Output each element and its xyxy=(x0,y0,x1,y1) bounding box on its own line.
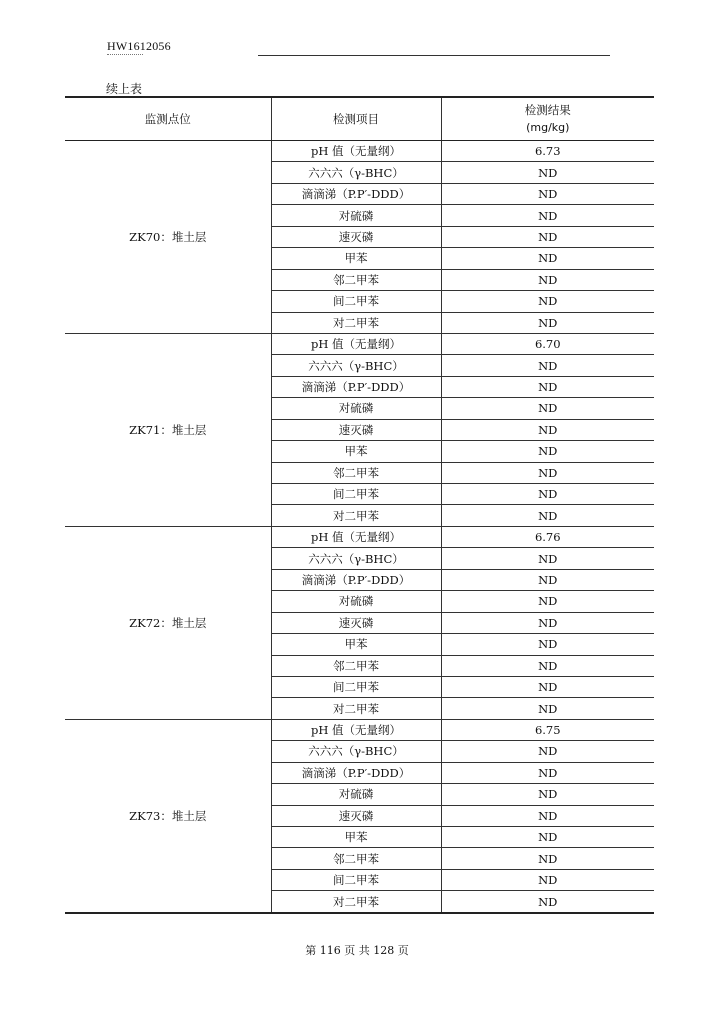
column-header-result-title: 检测结果 xyxy=(524,103,571,117)
result-cell: ND xyxy=(441,612,654,633)
test-item-cell: 速灭磷 xyxy=(271,612,441,633)
test-item-cell: 间二甲苯 xyxy=(271,484,441,505)
test-item-cell: 甲苯 xyxy=(271,634,441,655)
test-item-cell: 滴滴涕（P.P′-DDD） xyxy=(271,569,441,590)
test-item-cell: pH 值（无量纲） xyxy=(271,526,441,547)
document-code: HW1612056 xyxy=(107,39,171,53)
test-item-cell: 速灭磷 xyxy=(271,805,441,826)
result-cell: ND xyxy=(441,312,654,333)
result-cell: ND xyxy=(441,869,654,890)
test-item-cell: 速灭磷 xyxy=(271,226,441,247)
result-cell: ND xyxy=(441,291,654,312)
column-header-site: 监测点位 xyxy=(65,97,271,141)
table-row xyxy=(65,526,654,547)
result-cell: ND xyxy=(441,848,654,869)
result-cell: ND xyxy=(441,226,654,247)
result-cell: ND xyxy=(441,698,654,719)
test-item-cell: 甲苯 xyxy=(271,248,441,269)
test-item-cell: 邻二甲苯 xyxy=(271,269,441,290)
table-body xyxy=(65,141,654,913)
result-cell: ND xyxy=(441,805,654,826)
test-item-cell: 对硫磷 xyxy=(271,398,441,419)
result-cell: ND xyxy=(441,827,654,848)
test-item-cell: 甲苯 xyxy=(271,827,441,848)
site-cell: ZK71：堆土层 xyxy=(65,333,271,526)
result-cell: ND xyxy=(441,655,654,676)
result-cell: ND xyxy=(441,505,654,526)
site-cell: ZK70：堆土层 xyxy=(65,141,271,334)
column-header-item: 检测项目 xyxy=(271,97,441,141)
result-cell: ND xyxy=(441,269,654,290)
continued-label: 续上表 xyxy=(106,82,143,96)
test-item-cell: 滴滴涕（P.P′-DDD） xyxy=(271,762,441,783)
result-cell: ND xyxy=(441,548,654,569)
result-cell: ND xyxy=(441,676,654,697)
result-cell: ND xyxy=(441,183,654,204)
test-item-cell: pH 值（无量纲） xyxy=(271,333,441,354)
test-item-cell: 对二甲苯 xyxy=(271,698,441,719)
result-cell: 6.73 xyxy=(441,141,654,162)
result-cell: ND xyxy=(441,441,654,462)
table-header xyxy=(65,97,654,141)
page-footer: 第 116 页 共 128 页 xyxy=(305,944,409,957)
test-item-cell: 邻二甲苯 xyxy=(271,848,441,869)
test-item-cell: 对二甲苯 xyxy=(271,891,441,913)
test-item-cell: 六六六（γ-BHC） xyxy=(271,741,441,762)
test-item-cell: 滴滴涕（P.P′-DDD） xyxy=(271,183,441,204)
test-item-cell: 间二甲苯 xyxy=(271,676,441,697)
table-row xyxy=(65,719,654,740)
result-cell: ND xyxy=(441,591,654,612)
test-item-cell: 速灭磷 xyxy=(271,419,441,440)
test-item-cell: 六六六（γ-BHC） xyxy=(271,548,441,569)
column-header-result-unit: (mg/kg) xyxy=(526,121,570,134)
result-cell: ND xyxy=(441,398,654,419)
test-item-cell: 间二甲苯 xyxy=(271,869,441,890)
result-cell: ND xyxy=(441,891,654,913)
result-cell: ND xyxy=(441,634,654,655)
result-cell: ND xyxy=(441,462,654,483)
header-rule xyxy=(258,55,610,56)
site-cell: ZK72：堆土层 xyxy=(65,526,271,719)
test-item-cell: pH 值（无量纲） xyxy=(271,141,441,162)
result-cell: ND xyxy=(441,419,654,440)
test-item-cell: 对二甲苯 xyxy=(271,312,441,333)
result-cell: ND xyxy=(441,484,654,505)
table-row xyxy=(65,333,654,354)
test-item-cell: 甲苯 xyxy=(271,441,441,462)
table-header-row xyxy=(65,97,654,141)
results-table xyxy=(65,96,654,914)
table-row xyxy=(65,141,654,162)
result-cell: 6.70 xyxy=(441,333,654,354)
result-cell: 6.76 xyxy=(441,526,654,547)
test-item-cell: 六六六（γ-BHC） xyxy=(271,162,441,183)
result-cell: ND xyxy=(441,355,654,376)
test-item-cell: 邻二甲苯 xyxy=(271,462,441,483)
test-item-cell: 间二甲苯 xyxy=(271,291,441,312)
document-code-underline xyxy=(107,54,143,55)
test-item-cell: 对硫磷 xyxy=(271,205,441,226)
site-cell: ZK73：堆土层 xyxy=(65,719,271,912)
test-item-cell: 六六六（γ-BHC） xyxy=(271,355,441,376)
test-item-cell: pH 值（无量纲） xyxy=(271,719,441,740)
test-item-cell: 滴滴涕（P.P′-DDD） xyxy=(271,376,441,397)
test-item-cell: 对硫磷 xyxy=(271,784,441,805)
result-cell: ND xyxy=(441,248,654,269)
result-cell: ND xyxy=(441,205,654,226)
result-cell: ND xyxy=(441,741,654,762)
column-header-result xyxy=(441,97,654,141)
result-cell: ND xyxy=(441,162,654,183)
result-cell: ND xyxy=(441,376,654,397)
result-cell: ND xyxy=(441,569,654,590)
test-item-cell: 对硫磷 xyxy=(271,591,441,612)
test-item-cell: 邻二甲苯 xyxy=(271,655,441,676)
result-cell: 6.75 xyxy=(441,719,654,740)
test-item-cell: 对二甲苯 xyxy=(271,505,441,526)
result-cell: ND xyxy=(441,784,654,805)
result-cell: ND xyxy=(441,762,654,783)
